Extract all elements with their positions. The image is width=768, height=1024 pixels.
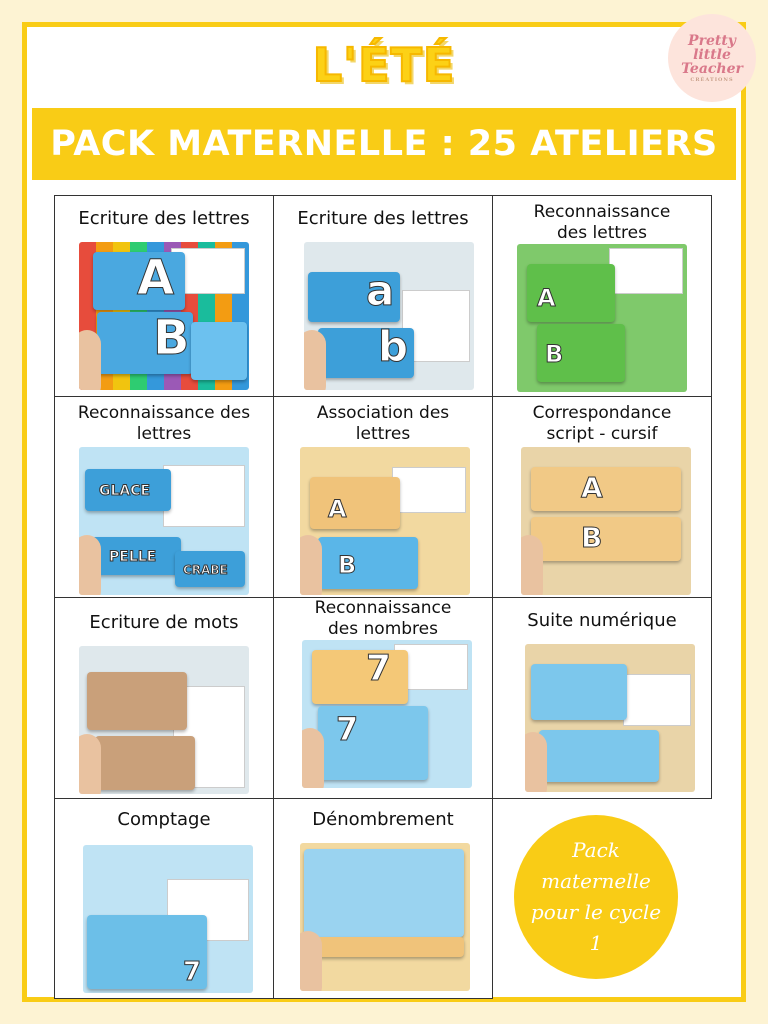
atelier-label: Dénombrement	[312, 809, 454, 830]
photo-letter: b	[378, 322, 409, 371]
atelier-label: Ecriture des lettres	[78, 208, 250, 229]
atelier-cell	[273, 798, 493, 999]
atelier-label: Reconnaissance des nombres	[314, 598, 452, 639]
worksheet	[609, 248, 683, 294]
atelier-photo	[304, 242, 474, 390]
atelier-photo	[83, 845, 253, 993]
photo-card	[531, 517, 681, 561]
logo-text: little	[693, 46, 731, 63]
atelier-photo	[79, 242, 249, 390]
atelier-cell	[54, 798, 274, 999]
photo-letter: 7	[366, 648, 392, 689]
atelier-label: Reconnaissance des lettres	[77, 403, 251, 444]
photo-card	[87, 672, 187, 730]
title-area	[22, 22, 746, 108]
photo-card	[95, 736, 195, 790]
photo-card	[191, 322, 247, 380]
worksheet	[392, 467, 466, 513]
atelier-photo	[300, 843, 470, 991]
photo-letter: 7	[336, 710, 359, 748]
photo-letter: A	[137, 250, 175, 306]
photo-letter: B	[338, 551, 357, 579]
photo-card	[310, 477, 400, 529]
atelier-photo	[517, 244, 687, 392]
photo-card	[539, 730, 659, 782]
atelier-label: Comptage	[117, 809, 211, 830]
photo-letter: B	[153, 310, 190, 366]
atelier-cell	[492, 195, 712, 397]
hand-shape	[300, 535, 322, 595]
photo-letter: PELLE	[109, 549, 157, 565]
page-title: L'ÉTÉ	[312, 38, 456, 92]
hand-shape	[302, 728, 324, 788]
atelier-photo	[302, 640, 472, 788]
photo-card	[318, 537, 418, 589]
atelier-label: Correspondance script - cursif	[532, 403, 672, 444]
atelier-photo	[79, 447, 249, 595]
brand-logo	[668, 14, 756, 102]
atelier-cell	[273, 597, 493, 799]
atelier-label: Reconnaissance des lettres	[533, 202, 671, 243]
atelier-label: Ecriture de mots	[89, 612, 239, 633]
photo-letter: A	[328, 495, 347, 523]
photo-letter: CRABE	[183, 563, 228, 577]
atelier-photo	[300, 447, 470, 595]
atelier-cell	[54, 396, 274, 598]
cycle-badge	[514, 815, 678, 979]
photo-card	[531, 467, 681, 511]
photo-card	[312, 650, 408, 704]
atelier-cell	[54, 597, 274, 799]
hand-shape	[79, 330, 101, 390]
photo-letter: B	[545, 340, 564, 368]
photo-letter: A	[581, 471, 603, 504]
hand-shape	[521, 535, 543, 595]
photo-card	[304, 937, 464, 957]
logo-text: Pretty	[688, 32, 736, 49]
logo-subtext: CRÉATIONS	[690, 76, 734, 83]
cycle-badge-text: Pack maternelle pour le cycle 1	[530, 838, 662, 955]
atelier-cell	[273, 195, 493, 397]
atelier-cell	[492, 597, 712, 799]
photo-letter: GLACE	[99, 483, 151, 499]
atelier-photo	[521, 447, 691, 595]
atelier-label: Suite numérique	[527, 610, 677, 631]
hand-shape	[300, 931, 322, 991]
photo-letter: B	[581, 521, 603, 554]
hand-shape	[525, 732, 547, 792]
worksheet	[163, 465, 245, 527]
banner	[32, 108, 736, 180]
atelier-cell	[54, 195, 274, 397]
banner-text: PACK MATERNELLE : 25 ATELIERS	[50, 124, 718, 164]
logo-text: Teacher	[681, 60, 743, 77]
hand-shape	[79, 535, 101, 595]
photo-card	[318, 706, 428, 780]
worksheet	[623, 674, 691, 726]
hand-shape	[304, 330, 326, 390]
photo-letter: a	[366, 266, 395, 315]
photo-letter: A	[537, 284, 556, 312]
atelier-photo	[525, 644, 695, 792]
atelier-cell	[273, 396, 493, 598]
atelier-label: Ecriture des lettres	[297, 208, 469, 229]
photo-card	[304, 849, 464, 937]
hand-shape	[79, 734, 101, 794]
atelier-cell	[492, 396, 712, 598]
atelier-label: Association des lettres	[316, 403, 450, 444]
atelier-photo	[79, 646, 249, 794]
photo-card	[531, 664, 627, 720]
photo-letter: 7	[183, 957, 202, 987]
